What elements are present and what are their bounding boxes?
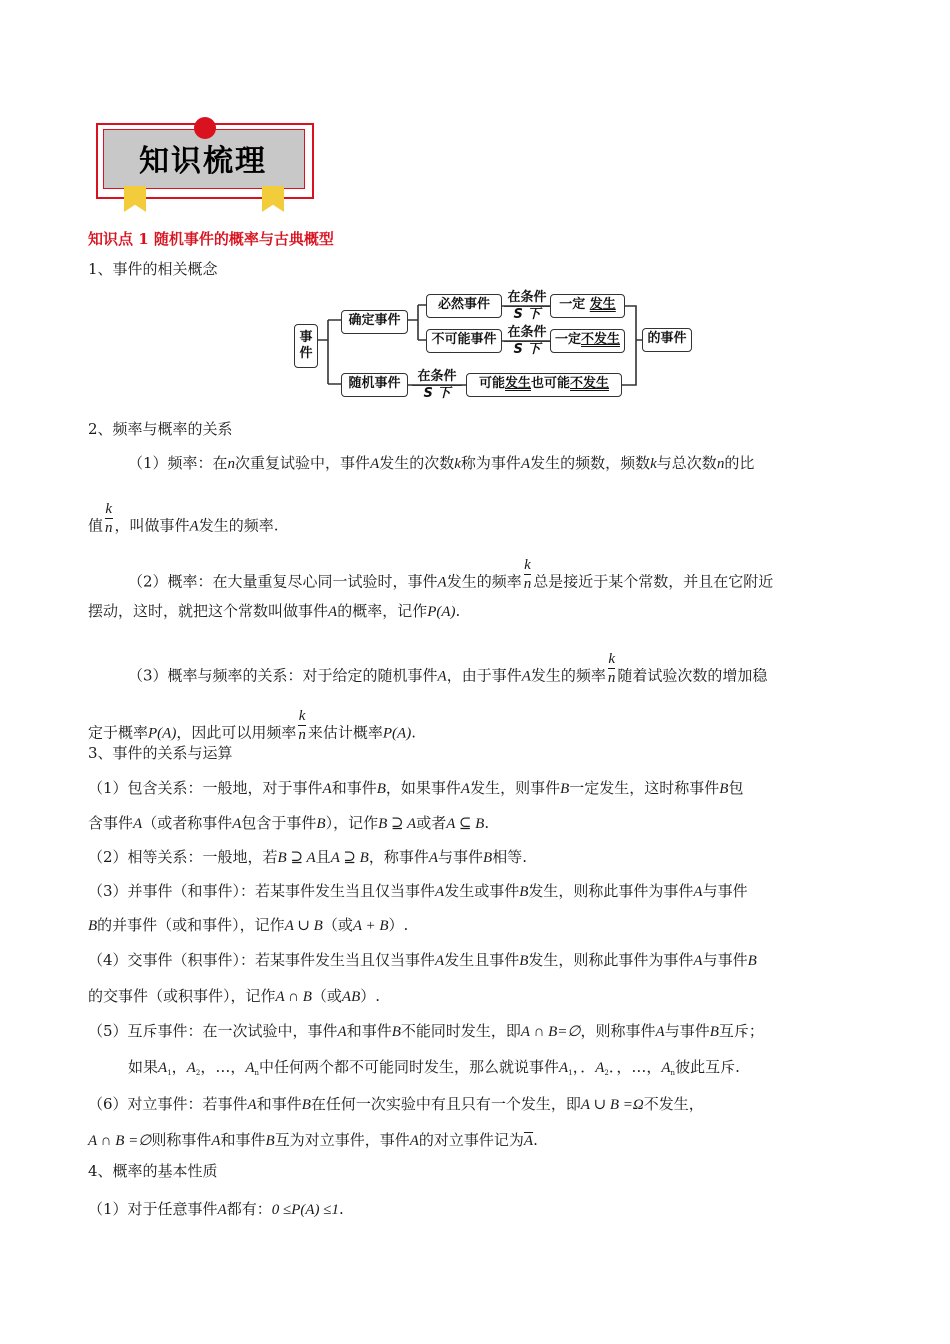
- diagram-connectors: [0, 0, 950, 420]
- text: 次重复试验中，事件: [235, 454, 371, 472]
- cond-impossible-top: 在条件: [504, 325, 550, 342]
- text: …，: [215, 1058, 246, 1076]
- text: 的并事件（或和事件），记作: [97, 916, 285, 934]
- p3-5-line2: [128, 1056, 740, 1077]
- math-A: A: [437, 668, 447, 685]
- text: 不能同时发生，即: [400, 1022, 521, 1040]
- outcome-impossible-verb: 不发生: [581, 332, 621, 347]
- math-B: B: [376, 781, 386, 797]
- p2-2-line2: [88, 600, 460, 621]
- math-A: A: [232, 816, 242, 832]
- text: 彼此互斥.: [675, 1058, 740, 1076]
- math-superset: B ⊇ A: [277, 850, 316, 866]
- frac-num: k: [105, 501, 113, 517]
- math-B: B: [483, 850, 493, 866]
- heading-4: 4、概率的基本性质: [88, 1162, 218, 1180]
- math-P-of-A: P(A): [382, 725, 412, 742]
- math-B: B: [391, 1024, 401, 1040]
- outcome-certain-prefix: 一定: [559, 297, 586, 312]
- math-A: A: [211, 1133, 221, 1149]
- text: （4）交事件（积事件）：若某事件发生当且仅当事件: [88, 951, 436, 969]
- math-B: B: [88, 918, 98, 934]
- outcome-certain-verb: 发生: [589, 297, 616, 312]
- text: 相等.: [492, 848, 527, 866]
- p2-1-line1: [128, 452, 754, 473]
- math-A: A: [460, 781, 471, 797]
- frac-den: n: [523, 576, 532, 592]
- badge-title: 知识梳理: [139, 144, 267, 179]
- frac-den: n: [105, 520, 113, 536]
- text: （1）对于任意事件: [88, 1200, 218, 1218]
- p2-2-line1: [128, 557, 774, 601]
- p3-5-line1: [88, 1020, 764, 1041]
- p4-1: [88, 1198, 344, 1219]
- text: 与总次数: [656, 454, 717, 472]
- text: 的对立事件记为: [418, 1131, 524, 1149]
- math-subset: A ⊆ B: [446, 816, 485, 832]
- node-definite: 确定事件: [341, 310, 408, 334]
- p3-4-line1: [88, 949, 757, 970]
- math-A: A: [322, 781, 332, 797]
- math-n: n: [716, 456, 725, 472]
- math-A: A: [189, 518, 199, 535]
- text: 含事件: [88, 814, 134, 832]
- subscript: 2: [195, 1069, 201, 1077]
- text: ，如果事件: [385, 779, 461, 797]
- node-certain: 必然事件: [426, 294, 502, 318]
- math-A: A: [661, 1060, 671, 1076]
- text: 且: [315, 848, 331, 866]
- math-union: A ∪ B: [284, 918, 323, 934]
- cond-random-top: 在条件: [412, 369, 462, 386]
- text: 包含于事件: [241, 814, 317, 832]
- math-A: A: [409, 1133, 419, 1149]
- math-A: A: [186, 1060, 196, 1076]
- heading-3: 3、事件的关系与运算: [88, 744, 233, 762]
- text: 和事件: [220, 1131, 266, 1149]
- math-inequality: 0 ≤P(A) ≤1: [271, 1202, 340, 1218]
- fraction-k-over-n: [105, 500, 113, 537]
- node-random: 随机事件: [341, 373, 408, 397]
- math-A: A: [521, 668, 531, 685]
- cond-impossible: [504, 325, 550, 358]
- math-A: A: [247, 1097, 257, 1113]
- text: ，: [200, 1058, 216, 1076]
- text: 随着试验次数的增加稳: [617, 666, 768, 685]
- p3-1-line2: [88, 812, 489, 833]
- text: 摆动，这时，就把这个常数叫做事件: [88, 602, 329, 620]
- p2-3-line1: [128, 651, 768, 695]
- text: 和事件: [256, 1095, 302, 1113]
- text: 的比: [724, 454, 755, 472]
- math-A: A: [370, 456, 380, 472]
- text: 的概率，记作: [337, 602, 428, 620]
- math-B: B: [719, 781, 729, 797]
- text: .: [484, 814, 490, 832]
- outcome-random-c: 也可能: [531, 376, 571, 391]
- text: 发生且事件: [444, 951, 520, 969]
- math-A: A: [158, 1060, 168, 1076]
- text: ，: [171, 1058, 187, 1076]
- heading-1: 1、事件的相关概念: [88, 260, 218, 278]
- text: …，: [631, 1058, 662, 1076]
- text: （3）概率与频率的关系：对于给定的随机事件: [128, 666, 438, 685]
- math-A: A: [328, 604, 338, 620]
- outcome-impossible: [550, 329, 625, 353]
- fraction-k-over-n: [608, 650, 616, 687]
- p3-2: [88, 846, 527, 867]
- math-A: A: [217, 1202, 227, 1218]
- math-sum: A + B: [352, 918, 389, 934]
- math-k: k: [650, 456, 657, 472]
- p3-1-line1: [88, 777, 743, 798]
- text: 都有：: [226, 1200, 272, 1218]
- math-B: B: [747, 953, 757, 969]
- cond-certain: [504, 290, 550, 323]
- cond-certain-bottom: S 下: [513, 307, 541, 322]
- outcome-certain: [550, 294, 625, 318]
- text: （6）对立事件：若事件: [88, 1095, 248, 1113]
- text: 和事件: [346, 1022, 392, 1040]
- math-P-of-A: P(A): [148, 725, 177, 742]
- text: 与事件: [438, 848, 484, 866]
- text: ，由于事件: [446, 666, 522, 685]
- math-P-of-A: P(A): [427, 604, 456, 620]
- text: .: [455, 602, 461, 620]
- text: 互为对立事件，事件: [274, 1131, 410, 1149]
- frac-den: n: [607, 670, 616, 686]
- math-A: A: [520, 456, 531, 472]
- text: 值: [88, 516, 104, 535]
- text: .: [339, 1200, 344, 1218]
- text: 称为事件: [460, 454, 521, 472]
- math-A: A: [435, 884, 445, 900]
- text: 定于概率: [88, 723, 149, 742]
- p3-6-line2: [88, 1129, 538, 1150]
- math-A: A: [337, 1024, 347, 1040]
- cond-random-bottom: S 下: [423, 386, 451, 401]
- math-superset: B ⊇ A: [378, 816, 417, 832]
- text: 中任何两个都不可能同时发生，那么就说事件: [259, 1058, 560, 1076]
- text: ）.: [388, 916, 409, 934]
- text: 与事件: [702, 882, 748, 900]
- subscript: 1: [167, 1069, 172, 1077]
- math-k: k: [454, 456, 461, 472]
- outcome-impossible-prefix: 一定: [554, 332, 581, 347]
- text: 包: [728, 779, 744, 797]
- math-empty-intersection: A ∩ B=∅: [520, 1024, 581, 1040]
- node-event: [294, 324, 318, 368]
- cond-random: [412, 369, 462, 402]
- math-A: A: [693, 884, 703, 900]
- text: ．，: [608, 1058, 632, 1076]
- math-A: A: [595, 1060, 605, 1076]
- frac-den: n: [298, 727, 306, 743]
- text: （1）频率：在: [128, 454, 228, 472]
- heading-2: 2、频率与概率的关系: [88, 420, 233, 438]
- frac-num: k: [524, 557, 531, 573]
- text: 发生的频数，频数: [530, 454, 651, 472]
- text: 或者: [416, 814, 447, 832]
- text: （或: [322, 916, 353, 934]
- text: 发生的次数: [379, 454, 455, 472]
- math-A: A: [428, 850, 438, 866]
- p3-3-line1: [88, 880, 748, 901]
- node-event-label: 事件: [299, 330, 313, 361]
- text: ，．: [572, 1058, 596, 1076]
- text: 和事件: [331, 779, 377, 797]
- node-result: 的事件: [642, 328, 692, 352]
- text: （2）相等关系：一般地，若: [88, 848, 278, 866]
- text: 发生的频率: [530, 666, 606, 685]
- node-impossible: 不可能事件: [426, 329, 502, 353]
- text: ）.: [360, 987, 381, 1005]
- fraction-k-over-n: [524, 556, 532, 593]
- math-union-omega: A ∪ B =Ω: [580, 1097, 644, 1113]
- text: 发生，则称此事件为事件: [528, 951, 694, 969]
- subscript: n: [254, 1069, 260, 1077]
- text: （1）包含关系：一般地，对于事件: [88, 779, 323, 797]
- math-superset: A ⊇ B: [330, 850, 369, 866]
- math-B: B: [265, 1133, 275, 1149]
- text: 与事件: [664, 1022, 710, 1040]
- p3-6-line1: [88, 1093, 704, 1114]
- p3-3-line2: [88, 914, 408, 935]
- text: （2）概率：在大量重复尽心同一试验时，事件: [128, 572, 438, 591]
- fraction-k-over-n: [298, 707, 306, 744]
- math-A: A: [693, 953, 703, 969]
- text: （5）互斥事件：在一次试验中，事件: [88, 1022, 338, 1040]
- math-A: A: [245, 1060, 255, 1076]
- cond-certain-top: 在条件: [504, 290, 550, 307]
- text: 在任何一次实验中有且只有一个发生，即: [310, 1095, 581, 1113]
- math-empty-intersection: A ∩ B =∅: [88, 1133, 152, 1149]
- text: 则称事件: [151, 1131, 212, 1149]
- math-A: A: [133, 816, 143, 832]
- math-A-complement: $\overline{A}$: [523, 1133, 534, 1149]
- text: .: [533, 1131, 538, 1149]
- outcome-random-d: 不发生: [570, 376, 610, 391]
- text: 如果: [128, 1058, 159, 1076]
- math-B: B: [301, 1097, 311, 1113]
- text: 总是接近于某个常数，并且在它附近: [533, 572, 774, 591]
- text: ，因此可以用频率: [176, 723, 297, 742]
- text: ，称事件: [368, 848, 429, 866]
- text: ，则称事件: [580, 1022, 656, 1040]
- math-product: AB: [341, 989, 361, 1005]
- text: 的交事件（或积事件），记作: [88, 987, 276, 1005]
- text: 发生，则称此事件为事件: [528, 882, 694, 900]
- text: （或者称事件: [142, 814, 233, 832]
- text: .: [411, 723, 416, 742]
- text: 发生的频率: [446, 572, 522, 591]
- frac-num: k: [608, 651, 615, 667]
- subscript: n: [670, 1069, 676, 1077]
- section-title: 知识点 1 随机事件的概率与古典概型: [88, 230, 334, 248]
- text: ），记作: [325, 814, 379, 832]
- text: （或: [311, 987, 342, 1005]
- frac-num: k: [298, 708, 306, 724]
- math-B: B: [560, 781, 570, 797]
- math-n: n: [227, 456, 236, 472]
- p3-4-line2: [88, 985, 380, 1006]
- math-intersection: A ∩ B: [275, 989, 312, 1005]
- outcome-random-a: 可能: [478, 376, 505, 391]
- math-A: A: [435, 953, 445, 969]
- text: 发生的频率.: [198, 516, 279, 535]
- text: 发生或事件: [444, 882, 520, 900]
- math-A: A: [655, 1024, 665, 1040]
- math-A: A: [437, 574, 447, 591]
- text: 不发生，: [643, 1095, 704, 1113]
- text: 互斥；: [718, 1022, 764, 1040]
- p2-1-line2: [88, 501, 279, 545]
- outcome-random-b: 发生: [504, 376, 531, 391]
- text: 发生，则事件: [470, 779, 561, 797]
- cond-impossible-bottom: S 下: [513, 342, 541, 357]
- math-B: B: [519, 953, 529, 969]
- math-B: B: [709, 1024, 719, 1040]
- text: 来估计概率: [307, 723, 383, 742]
- subscript: 1: [568, 1069, 573, 1077]
- text: 与事件: [702, 951, 748, 969]
- math-B: B: [519, 884, 529, 900]
- text: 一定发生，这时称事件: [569, 779, 720, 797]
- subscript: 2: [604, 1069, 609, 1077]
- math-A: A: [559, 1060, 569, 1076]
- math-B: B: [316, 816, 326, 832]
- text: ，叫做事件: [114, 516, 190, 535]
- text: （3）并事件（和事件）：若某事件发生当且仅当事件: [88, 882, 436, 900]
- outcome-random: [466, 373, 622, 397]
